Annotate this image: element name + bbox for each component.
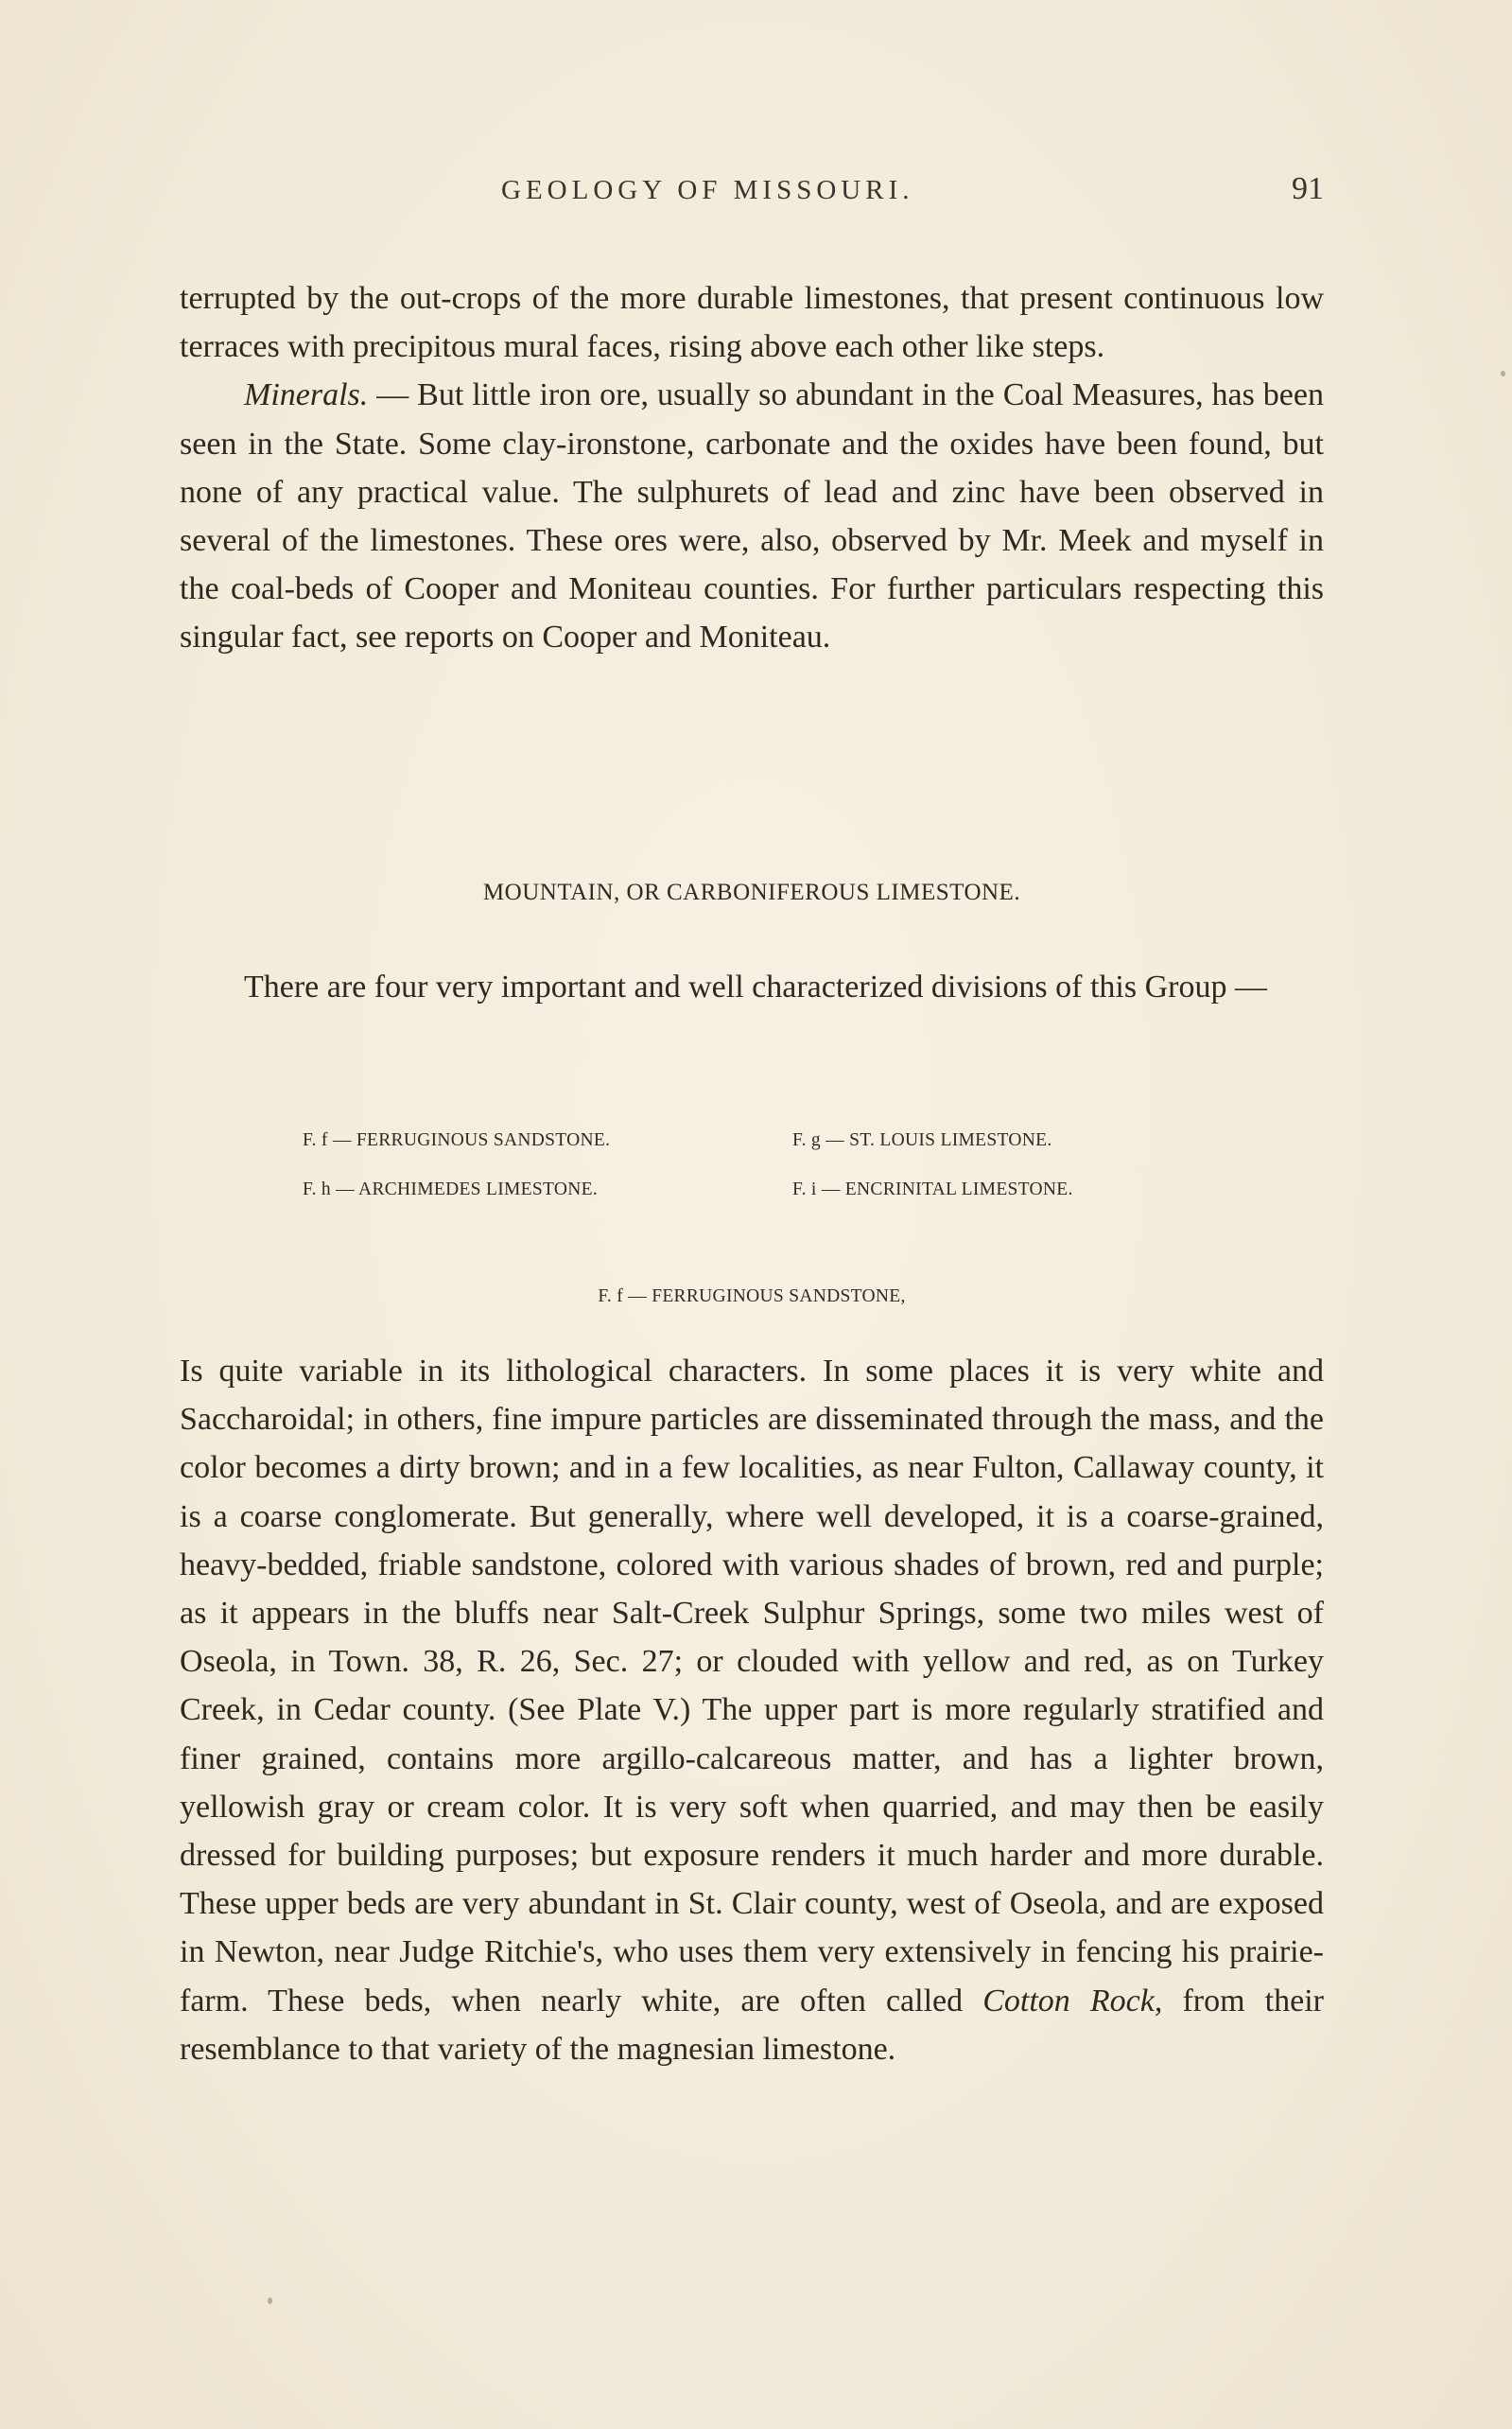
subsection-body-block	[180, 1347, 1324, 2073]
division-h: F. h — ARCHIMEDES LIMESTONE.	[303, 1180, 599, 1199]
page-header	[180, 171, 1324, 222]
intro-paragraph: terrupted by the out-crops of the more durable limestones, that present continuous low terraces with precipitous mural faces, rising above each other like steps.	[180, 281, 1324, 365]
section-heading: MOUNTAIN, OR CARBONIFEROUS LIMESTONE.	[482, 880, 1021, 905]
division-g: F. g — ST. LOUIS LIMESTONE.	[792, 1130, 1052, 1150]
running-title: GEOLOGY OF MISSOURI.	[501, 175, 914, 205]
subsection-text: Is quite variable in its lithological characters. In some places it is very white and Saccharoidal; in others, fine impure particles are disseminated through the mass, and the color becomes a dirty brown; and in a few localities, as near Fulton, Callaway county, it is a coarse conglomerate. But generally, where well developed, it is a coarse-grained, heavy-bedded, friable sandstone, colored with various shades of brown, red and purple; as it appears in the bluffs near Salt-Creek Sulphur Springs, some two miles west of Oseola, in Town. 38, R. 26, Sec. 27; or clouded with yellow and red, as on Turkey Creek, in Cedar county. (See Plate V.) The upper part is more regularly stratified and finer grained, contains more argillo-calcareous matter, and has a lighter brown, yellowish gray or cream color. It is very soft when quarried, and may then be easily dressed for building purposes; but exposure renders it much harder and more durable. These upper beds are very abundant in St. Clair county, west of Oseola, and are exposed in Newton, near Judge Ritchie's, who uses them very extensively in fencing his prairie-farm. These beds, when nearly white, are often called	[180, 1354, 1324, 2018]
divisions-row	[303, 1165, 1248, 1214]
division-f: F. f — FERRUGINOUS SANDSTONE.	[303, 1130, 611, 1150]
cotton-rock-term: Cotton Rock,	[982, 1983, 1163, 2018]
subsection-paragraph	[180, 1347, 1324, 2073]
divisions-row	[303, 1116, 1248, 1165]
minerals-paragraph	[180, 371, 1324, 661]
subsection-text-end: from their resemblance to that variety of the magnesian limestone.	[180, 1983, 1324, 2067]
intro-paragraph-block	[180, 274, 1324, 662]
divisions-list	[303, 1116, 1248, 1214]
paper-speck	[268, 2298, 272, 2304]
division-i: F. i — ENCRINITAL LIMESTONE.	[792, 1180, 1073, 1199]
section-intro-block	[180, 963, 1324, 1011]
subsection-heading: F. f — FERRUGINOUS SANDSTONE,	[598, 1286, 906, 1306]
minerals-label: Minerals.	[244, 377, 369, 413]
section-intro: There are four very important and well characterized divisions of this Group —	[244, 970, 1267, 1005]
paper-speck	[1501, 371, 1505, 376]
page-number: 91	[1292, 171, 1324, 206]
minerals-text: — But little iron ore, usually so abundant in the Coal Measures, has been seen in the State. Some clay-ironstone, carbonate and the oxides have been found, but none of any practical value. The sulphurets of lead and zinc have been observed in several of the limestones. These ores were, also, observed by Mr. Meek and myself in the coal-beds of Cooper and Moniteau counties. For further particulars respecting this singular fact, see reports on Cooper and Moniteau.	[180, 377, 1324, 655]
